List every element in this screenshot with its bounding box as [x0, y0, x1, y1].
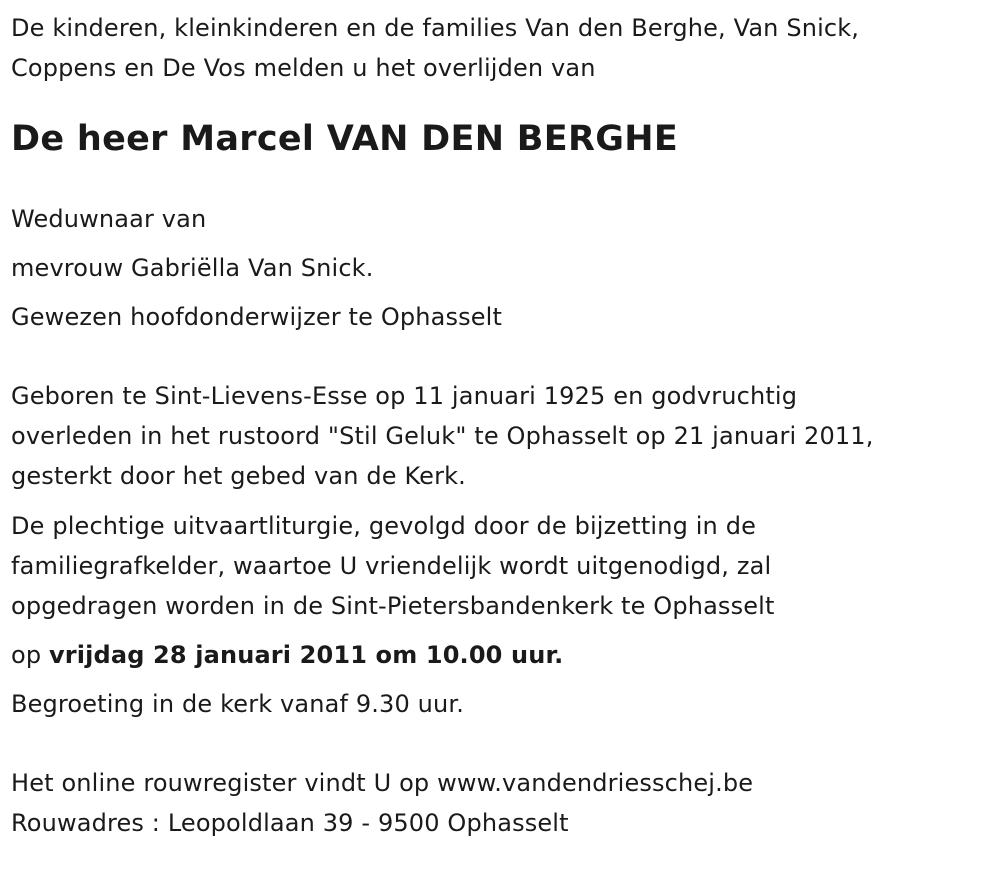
profession: Gewezen hoofdonderwijzer te Ophasselt	[11, 303, 503, 331]
funeral-line-3: opgedragen worden in de Sint-Pietersbandenkerk te Ophasselt	[11, 592, 775, 620]
intro-line-1: De kinderen, kleinkinderen en de families Van den Berghe, Van Snick,	[11, 14, 860, 42]
footer-section	[11, 763, 1000, 843]
funeral-line-1: De plechtige uitvaartliturgie, gevolgd door de bijzetting in de	[11, 512, 757, 540]
funeral-line-2: familiegrafkelder, waartoe U vriendelijk wordt uitgenodigd, zal	[11, 552, 772, 580]
funeral-date	[11, 635, 1000, 675]
spouse-name: mevrouw Gabriëlla Van Snick.	[11, 254, 374, 282]
online-register: Het online rouwregister vindt U op www.vandendriesschej.be	[11, 769, 754, 797]
birth-death-line-2: overleden in het rustoord "Stil Geluk" te Ophasselt op 21 januari 2011,	[11, 422, 874, 450]
intro-line-2: Coppens en De Vos melden u het overlijden van	[11, 54, 596, 82]
birth-death-section	[11, 376, 1000, 496]
birth-death-line-1: Geboren te Sint-Lievens-Esse op 11 januari 1925 en godvruchtig	[11, 382, 798, 410]
funeral-date-prefix: op	[11, 641, 49, 669]
funeral-section	[11, 506, 1000, 724]
widower-label: Weduwnaar van	[11, 205, 207, 233]
funeral-date-bold: vrijdag 28 januari 2011 om 10.00 uur.	[49, 641, 564, 669]
mourning-address: Rouwadres : Leopoldlaan 39 - 9500 Ophasselt	[11, 809, 569, 837]
details-section	[11, 199, 1000, 337]
birth-death-line-3: gesterkt door het gebed van de Kerk.	[11, 462, 466, 490]
intro-section	[11, 8, 1000, 88]
deceased-name: De heer Marcel VAN DEN BERGHE	[11, 119, 679, 159]
greeting-time: Begroeting in de kerk vanaf 9.30 uur.	[11, 690, 464, 718]
